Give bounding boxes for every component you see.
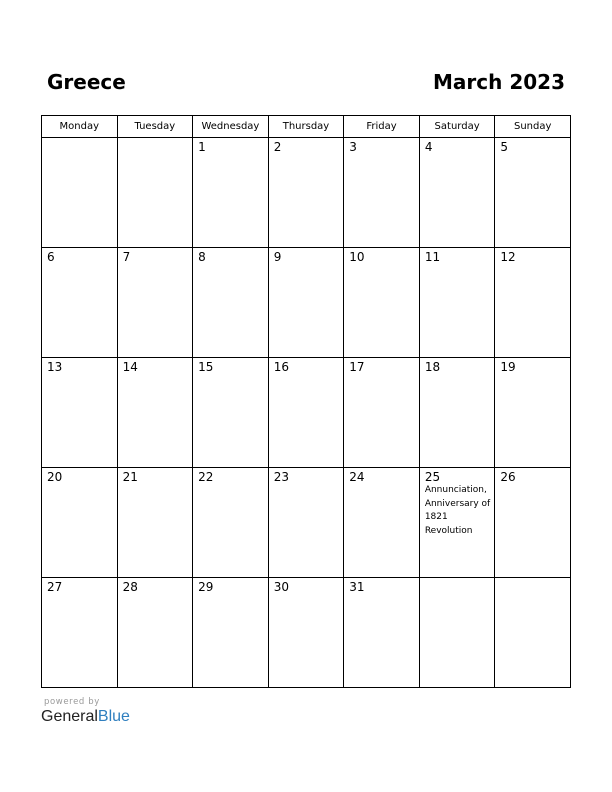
day-number: 31 xyxy=(349,580,365,594)
day-cell xyxy=(344,138,420,248)
day-number: 15 xyxy=(198,360,214,374)
day-number: 9 xyxy=(273,250,282,264)
powered-by-text: powered by xyxy=(44,697,100,707)
day-number: 16 xyxy=(273,360,289,374)
day-cell xyxy=(495,358,571,468)
day-cell xyxy=(344,468,420,578)
day-cell xyxy=(268,468,344,578)
calendar-grid xyxy=(41,115,571,688)
weekday-friday: Friday xyxy=(344,116,420,138)
day-number xyxy=(118,138,193,141)
day-number xyxy=(42,138,117,141)
logo-text-blue: Blue xyxy=(97,708,130,725)
day-number: 10 xyxy=(349,250,365,264)
day-number: 2 xyxy=(273,140,282,154)
day-cell xyxy=(117,468,193,578)
week-row xyxy=(42,138,571,248)
day-cell xyxy=(495,248,571,358)
day-cell xyxy=(117,138,193,248)
day-cell xyxy=(419,578,495,688)
day-cell xyxy=(117,358,193,468)
day-cell xyxy=(268,578,344,688)
day-number: 12 xyxy=(500,250,516,264)
day-number: 30 xyxy=(273,580,289,594)
day-number: 27 xyxy=(47,580,63,594)
weekday-header-row xyxy=(42,116,571,138)
day-cell xyxy=(495,468,571,578)
day-number: 29 xyxy=(198,580,214,594)
day-cell xyxy=(344,248,420,358)
day-number: 19 xyxy=(500,360,516,374)
day-number: 13 xyxy=(47,360,63,374)
generalblue-logo[interactable] xyxy=(41,708,130,726)
day-cell xyxy=(419,138,495,248)
day-number: 23 xyxy=(273,470,289,484)
day-cell xyxy=(117,248,193,358)
day-number: 14 xyxy=(122,360,138,374)
day-cell-holiday xyxy=(419,468,495,578)
weekday-tuesday: Tuesday xyxy=(117,116,193,138)
country-title: Greece xyxy=(47,70,126,94)
month-year-title: March 2023 xyxy=(433,70,565,94)
day-number: 1 xyxy=(198,140,206,154)
day-number xyxy=(495,578,570,581)
day-number: 6 xyxy=(47,250,55,264)
day-cell xyxy=(193,358,269,468)
weekday-wednesday: Wednesday xyxy=(193,116,269,138)
day-number xyxy=(420,578,495,581)
day-cell xyxy=(42,138,118,248)
weekday-sunday: Sunday xyxy=(495,116,571,138)
day-number: 5 xyxy=(500,140,509,154)
day-cell xyxy=(42,468,118,578)
day-cell xyxy=(193,578,269,688)
day-number: 22 xyxy=(198,470,214,484)
day-cell xyxy=(419,248,495,358)
day-cell xyxy=(268,248,344,358)
day-number: 11 xyxy=(424,250,441,264)
week-row xyxy=(42,578,571,688)
day-number: 18 xyxy=(424,360,441,374)
week-row xyxy=(42,358,571,468)
day-cell xyxy=(42,248,118,358)
day-cell xyxy=(42,358,118,468)
day-number: 3 xyxy=(349,140,357,154)
day-cell xyxy=(419,358,495,468)
week-row xyxy=(42,468,571,578)
day-number: 17 xyxy=(349,360,365,374)
day-number: 28 xyxy=(122,580,138,594)
day-number: 20 xyxy=(47,470,63,484)
logo-text-general: General xyxy=(41,708,98,725)
day-cell xyxy=(344,578,420,688)
day-number: 4 xyxy=(424,140,433,154)
weekday-saturday: Saturday xyxy=(419,116,495,138)
holiday-event-label: Annunciation, Anniversary of 1821 Revolution xyxy=(424,485,491,536)
weekday-thursday: Thursday xyxy=(268,116,344,138)
day-number: 24 xyxy=(349,470,365,484)
weekday-monday: Monday xyxy=(42,116,118,138)
day-cell xyxy=(268,358,344,468)
day-number: 7 xyxy=(122,250,131,264)
day-number: 8 xyxy=(198,250,206,264)
day-number: 26 xyxy=(500,470,516,484)
day-cell xyxy=(495,138,571,248)
day-cell xyxy=(495,578,571,688)
day-cell xyxy=(268,138,344,248)
day-number: 21 xyxy=(122,470,138,484)
day-cell xyxy=(42,578,118,688)
day-cell xyxy=(117,578,193,688)
day-cell xyxy=(193,138,269,248)
day-cell xyxy=(193,468,269,578)
day-cell xyxy=(193,248,269,358)
week-row xyxy=(42,248,571,358)
day-cell xyxy=(344,358,420,468)
day-number: 25 xyxy=(424,470,441,484)
